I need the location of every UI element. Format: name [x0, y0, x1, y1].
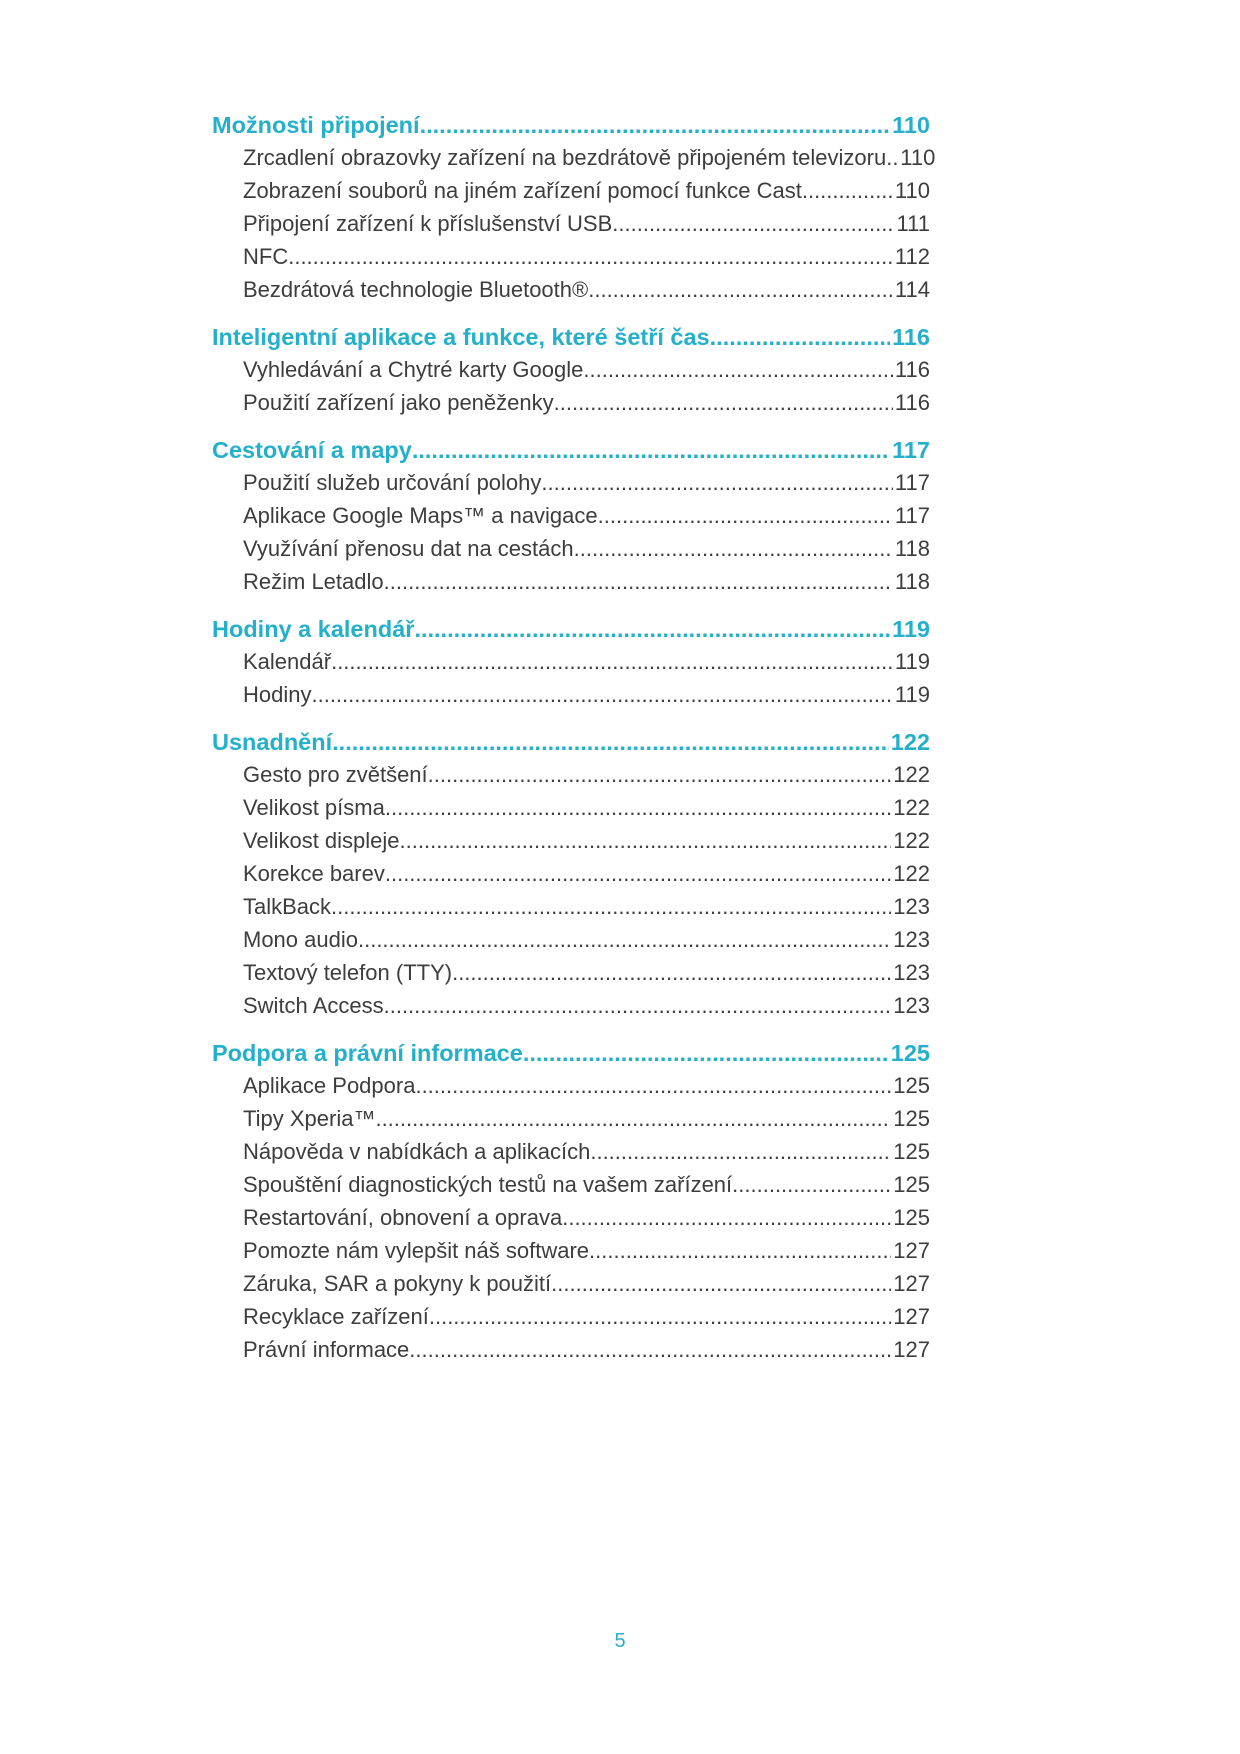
toc-item[interactable] [212, 1337, 930, 1370]
toc-item[interactable] [212, 795, 930, 828]
toc-entry-page-number: 116 [894, 390, 930, 415]
toc-entry-title: Podpora a právní informace [212, 1040, 523, 1066]
toc-item[interactable] [212, 1304, 930, 1337]
toc-entry-title: Hodiny a kalendář [212, 616, 415, 642]
toc-section [212, 616, 930, 715]
toc-entry-page-number: 110 [894, 178, 930, 203]
toc-entry-page-number: 122 [893, 828, 930, 853]
toc-entry-title: Aplikace Google Maps™ a navigace [243, 503, 598, 528]
toc-entry-title: Použití služeb určování polohy [243, 470, 542, 495]
toc-section [212, 324, 930, 423]
toc-entry-page-number: 116 [894, 357, 930, 382]
toc-leader-dots [384, 993, 892, 1019]
toc-entry-page-number: 110 [892, 112, 930, 138]
toc-leader-dots [385, 795, 891, 821]
toc-entry-page-number: 117 [894, 503, 930, 528]
toc-leader-dots [415, 1073, 891, 1099]
toc-item[interactable] [212, 993, 930, 1026]
toc-entry-title: Velikost písma [243, 795, 385, 820]
toc-leader-dots [583, 357, 893, 383]
toc-leader-dots [452, 960, 891, 986]
toc-entry-page-number: 125 [893, 1106, 930, 1131]
toc-leader-dots [562, 1205, 891, 1231]
toc-entry-title: Velikost displeje [243, 828, 400, 853]
toc-entry-page-number: 123 [893, 993, 930, 1018]
toc-entry-title: Aplikace Podpora [243, 1073, 416, 1098]
toc-entry-page-number: 122 [890, 729, 930, 755]
toc-entry-page-number: 125 [890, 1040, 930, 1066]
toc-item[interactable] [212, 569, 930, 602]
toc-leader-dots [574, 536, 893, 562]
toc-item[interactable] [212, 390, 930, 423]
toc-entry-title: Hodiny [243, 682, 312, 707]
toc-leader-dots [412, 437, 890, 464]
toc-entry-page-number: 118 [894, 569, 930, 594]
toc-item[interactable] [212, 1271, 930, 1304]
toc-entry-title: Restartování, obnovení a oprava [243, 1205, 563, 1230]
toc-section [212, 729, 930, 1026]
toc-leader-dots [331, 649, 893, 675]
toc-leader-dots [311, 682, 892, 708]
toc-section-heading[interactable] [212, 616, 930, 649]
toc-entry-title: Záruka, SAR a pokyny k použití [243, 1271, 552, 1296]
toc-item[interactable] [212, 244, 930, 277]
toc-leader-dots [358, 927, 891, 953]
toc-item[interactable] [212, 861, 930, 894]
toc-entry-title: Bezdrátová technologie Bluetooth® [243, 277, 589, 302]
toc-item[interactable] [212, 960, 930, 993]
toc-item[interactable] [212, 357, 930, 390]
toc-entry-page-number: 111 [896, 211, 930, 236]
toc-entry-title: Nápověda v nabídkách a aplikacích [243, 1139, 591, 1164]
toc-section [212, 112, 936, 310]
toc-entry-title: Cestování a mapy [212, 437, 412, 463]
toc-item[interactable] [212, 682, 930, 715]
toc-entry-title: Recyklace zařízení [243, 1304, 429, 1329]
toc-entry-title: Korekce barev [243, 861, 385, 886]
toc-leader-dots [409, 1337, 891, 1363]
toc-leader-dots [589, 1238, 891, 1264]
toc-item[interactable] [212, 762, 930, 795]
toc-entry-title: Kalendář [243, 649, 332, 674]
toc-leader-dots [588, 277, 893, 303]
toc-entry-page-number: 125 [893, 1205, 930, 1230]
toc-entry-page-number: 118 [894, 536, 930, 561]
toc-entry-page-number: 117 [892, 437, 930, 463]
toc-entry-title: Switch Access [243, 993, 384, 1018]
toc-entry-page-number: 119 [894, 682, 930, 707]
toc-entry-title: NFC [243, 244, 289, 269]
toc-entry-page-number: 123 [893, 894, 930, 919]
toc-item[interactable] [212, 1139, 930, 1172]
toc-leader-dots [375, 1106, 891, 1132]
toc-entry-title: Gesto pro zvětšení [243, 762, 428, 787]
toc-leader-dots [420, 112, 891, 139]
toc-leader-dots [710, 324, 890, 351]
toc-entry-title: Připojení zařízení k příslušenství USB [243, 211, 613, 236]
toc-entry-title: Usnadnění [212, 729, 333, 755]
toc-section [212, 437, 930, 602]
toc-entry-page-number: 125 [893, 1172, 930, 1197]
toc-leader-dots [385, 861, 891, 887]
toc-item[interactable] [212, 1073, 930, 1106]
toc-item[interactable] [212, 145, 936, 178]
toc-section-heading[interactable] [212, 112, 930, 145]
footer-page-number: 5 [614, 1630, 626, 1652]
toc-leader-dots [732, 1172, 891, 1198]
toc-entry-page-number: 116 [892, 324, 930, 350]
toc-entry-page-number: 127 [893, 1304, 930, 1329]
toc-entry-title: Využívání přenosu dat na cestách [243, 536, 574, 561]
toc-section-heading[interactable] [212, 437, 930, 470]
toc-entry-page-number: 127 [893, 1337, 930, 1362]
toc-entry-page-number: 119 [894, 649, 930, 674]
toc-item[interactable] [212, 1172, 930, 1205]
toc-leader-dots [598, 503, 893, 529]
toc-leader-dots [590, 1139, 891, 1165]
toc-entry-page-number: 119 [892, 616, 930, 642]
toc-item[interactable] [212, 894, 930, 927]
toc-item[interactable] [212, 503, 930, 536]
toc-leader-dots [523, 1040, 889, 1067]
toc-section-heading[interactable] [212, 729, 930, 762]
toc-entry-page-number: 127 [893, 1271, 930, 1296]
toc-entry-page-number: 122 [893, 762, 930, 787]
toc-section-heading[interactable] [212, 324, 930, 357]
toc-leader-dots [541, 470, 893, 496]
toc-entry-title: TalkBack [243, 894, 332, 919]
toc-item[interactable] [212, 1106, 930, 1139]
toc-leader-dots [428, 762, 892, 788]
toc-entry-title: Režim Letadlo [243, 569, 384, 594]
toc-item[interactable] [212, 211, 930, 244]
toc-entry-page-number: 117 [894, 470, 930, 495]
toc-leader-dots [331, 894, 891, 920]
toc-item[interactable] [212, 828, 930, 861]
toc-entry-title: Inteligentní aplikace a funkce, které šetří čas [212, 324, 710, 350]
toc [212, 112, 936, 1370]
toc-entry-page-number: 123 [893, 960, 930, 985]
toc-leader-dots [384, 569, 893, 595]
toc-entry-title: Zrcadlení obrazovky zařízení na bezdrátově připojeném televizoru [243, 145, 887, 170]
toc-entry-title: Možnosti připojení [212, 112, 420, 138]
toc-entry-page-number: 110 [900, 145, 936, 170]
toc-entry-title: Pomozte nám vylepšit náš software [243, 1238, 590, 1263]
toc-leader-dots [332, 729, 889, 756]
toc-entry-page-number: 114 [894, 277, 930, 302]
toc-leader-dots [551, 1271, 891, 1297]
toc-entry-page-number: 122 [893, 795, 930, 820]
toc-item[interactable] [212, 277, 930, 310]
toc-entry-page-number: 125 [893, 1073, 930, 1098]
toc-entry-page-number: 122 [893, 861, 930, 886]
toc-entry-title: Mono audio [243, 927, 358, 952]
toc-item[interactable] [212, 178, 930, 211]
toc-leader-dots [429, 1304, 891, 1330]
toc-leader-dots [886, 145, 898, 171]
toc-item[interactable] [212, 536, 930, 569]
toc-leader-dots [554, 390, 893, 416]
toc-item[interactable] [212, 1205, 930, 1238]
toc-entry-page-number: 123 [893, 927, 930, 952]
toc-item[interactable] [212, 1238, 930, 1271]
toc-entry-page-number: 112 [894, 244, 930, 269]
toc-entry-title: Tipy Xperia™ [243, 1106, 376, 1131]
toc-leader-dots [414, 616, 890, 643]
toc-entry-page-number: 125 [893, 1139, 930, 1164]
toc-item[interactable] [212, 927, 930, 960]
toc-entry-title: Použití zařízení jako peněženky [243, 390, 554, 415]
toc-entry-title: Právní informace [243, 1337, 410, 1362]
toc-entry-title: Spouštění diagnostických testů na vašem zařízení [243, 1172, 733, 1197]
toc-leader-dots [400, 828, 892, 854]
toc-item[interactable] [212, 470, 930, 503]
toc-entry-title: Vyhledávání a Chytré karty Google [243, 357, 584, 382]
toc-entry-title: Zobrazení souborů na jiném zařízení pomocí funkce Cast [243, 178, 802, 203]
toc-leader-dots [612, 211, 894, 237]
toc-item[interactable] [212, 649, 930, 682]
toc-section-heading[interactable] [212, 1040, 930, 1073]
toc-leader-dots [802, 178, 893, 204]
toc-leader-dots [288, 244, 893, 270]
toc-entry-title: Textový telefon (TTY) [243, 960, 453, 985]
toc-entry-page-number: 127 [893, 1238, 930, 1263]
toc-section [212, 1040, 930, 1370]
